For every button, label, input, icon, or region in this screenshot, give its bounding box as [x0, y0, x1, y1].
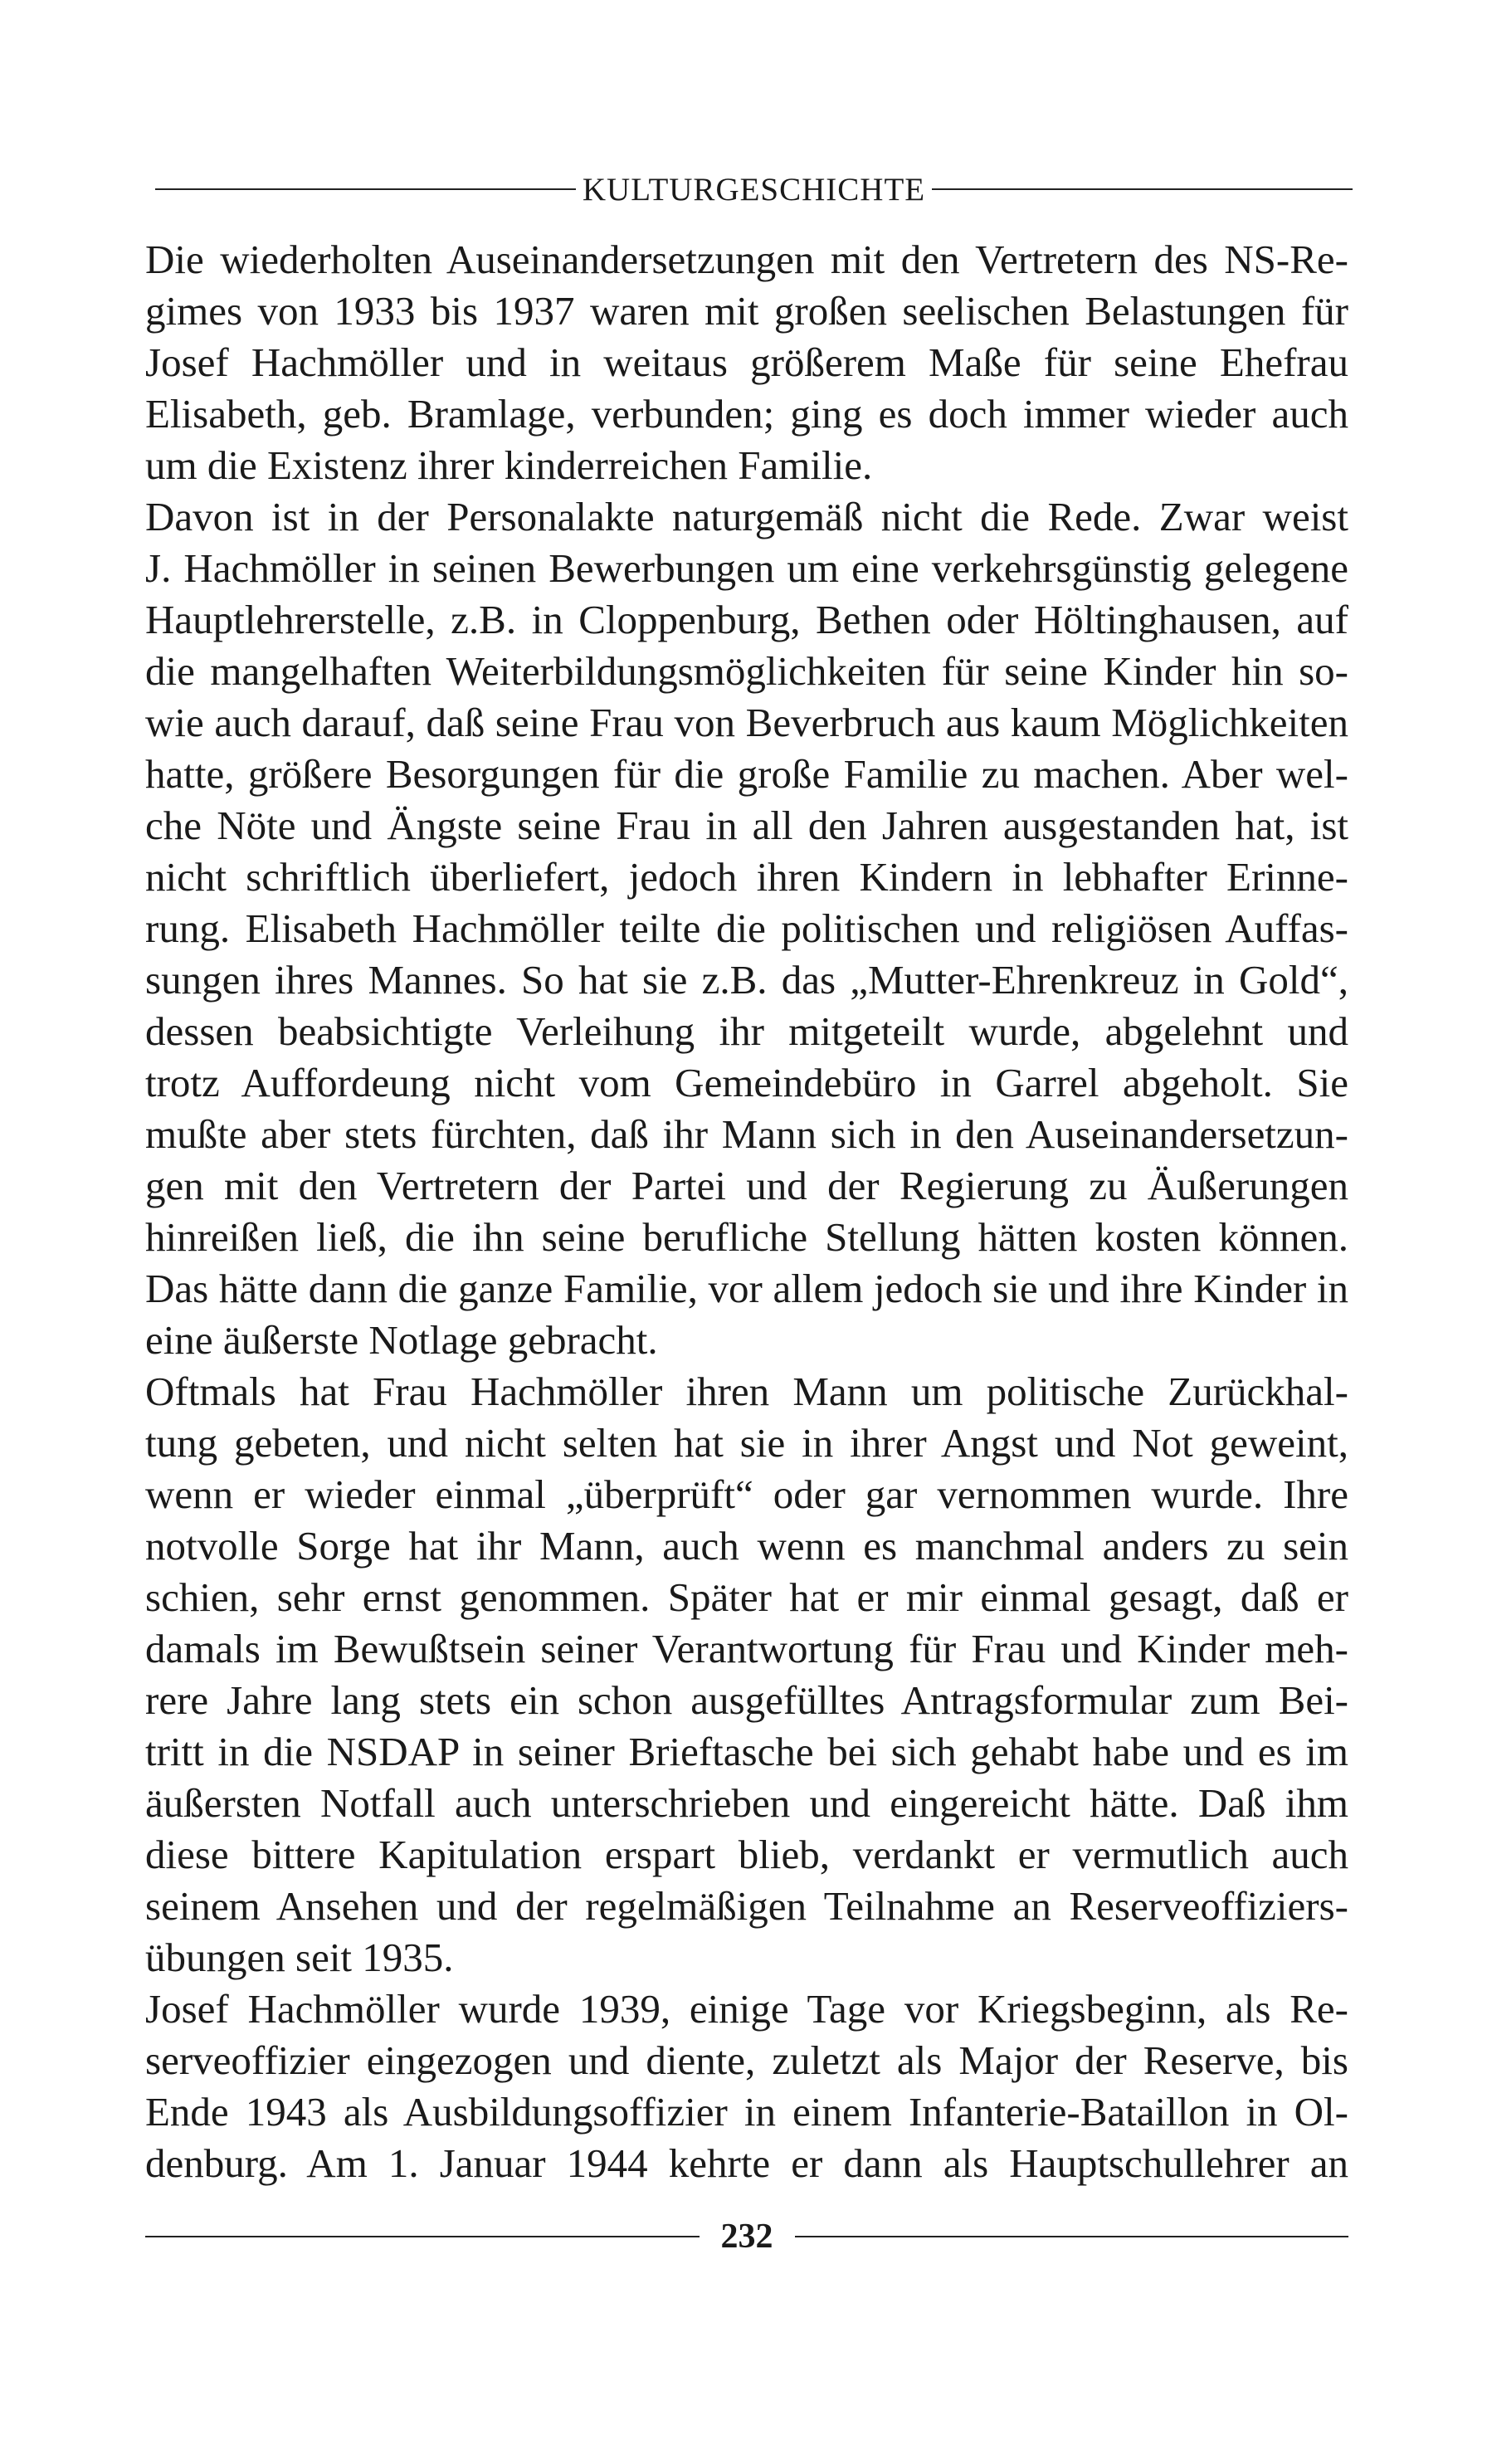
text-line: nicht schriftlich überliefert, jedoch ihren Kindern in lebhafter Erinne- [145, 854, 1348, 900]
text-line: wenn er wieder einmal „überprüft“ oder gar vernommen wurde. Ihre [145, 1471, 1348, 1517]
running-head [155, 168, 1353, 210]
text-line: Die wiederholten Auseinandersetzungen mit den Vertretern des NS-Re- [145, 237, 1348, 282]
text-line: Das hätte dann die ganze Familie, vor allem jedoch sie und ihre Kinder in [145, 1266, 1348, 1311]
text-line: Hauptlehrerstelle, z.B. in Cloppenburg, Bethen oder Höltinghausen, auf [145, 597, 1348, 642]
page-footer [145, 2212, 1348, 2262]
text-line: Davon ist in der Personalakte naturgemäß nicht die Rede. Zwar weist [145, 494, 1348, 539]
page-number: 232 [720, 2218, 773, 2256]
text-line: Josef Hachmöller wurde 1939, einige Tage vor Kriegsbeginn, als Re- [145, 1986, 1348, 2032]
text-line: wie auch darauf, daß seine Frau von Beverbruch aus kaum Möglichkeiten [145, 700, 1348, 745]
text-line: rung. Elisabeth Hachmöller teilte die politischen und religiösen Auffas- [145, 905, 1348, 951]
text-line: gen mit den Vertretern der Partei und der Regierung zu Äußerungen [145, 1163, 1348, 1208]
text-line: sungen ihres Mannes. So hat sie z.B. das „Mutter-Ehrenkreuz in Gold“, [145, 957, 1348, 1003]
text-line: notvolle Sorge hat ihr Mann, auch wenn es manchmal anders zu sein [145, 1523, 1348, 1569]
text-line: trotz Auffordeung nicht vom Gemeindebüro in Garrel abgeholt. Sie [145, 1060, 1348, 1105]
text-line: diese bittere Kapitulation erspart blieb, verdankt er vermutlich auch [145, 1832, 1348, 1877]
text-line: J. Hachmöller in seinen Bewerbungen um eine verkehrsgünstig gelegene [145, 545, 1348, 591]
text-line: damals im Bewußtsein seiner Verantwortung für Frau und Kinder meh- [145, 1626, 1348, 1671]
text-line: schien, sehr ernst genommen. Später hat er mir einmal gesagt, daß er [145, 1574, 1348, 1620]
text-line: Ende 1943 als Ausbildungsoffizier in einem Infanterie-Bataillon in Ol- [145, 2089, 1348, 2135]
text-line: mußte aber stets fürchten, daß ihr Mann sich in den Auseinandersetzun- [145, 1111, 1348, 1157]
text-line: Elisabeth, geb. Bramlage, verbunden; ging es doch immer wieder auch [145, 391, 1348, 437]
running-head-rule-right [932, 188, 1353, 190]
text-line: tritt in die NSDAP in seiner Brieftasche bei sich gehabt habe und es im [145, 1729, 1348, 1774]
text-line: übungen seit 1935. [145, 1935, 454, 1980]
text-line: hatte, größere Besorgungen für die große Familie zu machen. Aber wel- [145, 751, 1348, 797]
text-line: die mangelhaften Weiterbildungsmöglichkeiten für seine Kinder hin so- [145, 648, 1348, 694]
text-line: gimes von 1933 bis 1937 waren mit großen seelischen Belastungen für [145, 288, 1348, 334]
text-line: seinem Ansehen und der regelmäßigen Teilnahme an Reserveoffiziers- [145, 1883, 1348, 1929]
running-head-rule-left [155, 188, 576, 190]
text-line: eine äußerste Notlage gebracht. [145, 1317, 658, 1363]
text-line: äußersten Notfall auch unterschrieben und eingereicht hätte. Daß ihm [145, 1780, 1348, 1826]
body-text [145, 234, 1348, 2189]
running-head-title: KULTURGESCHICHTE [582, 171, 926, 207]
text-line: rere Jahre lang stets ein schon ausgefülltes Antragsformular zum Bei- [145, 1677, 1348, 1723]
text-line: Oftmals hat Frau Hachmöller ihren Mann um politische Zurückhal- [145, 1369, 1348, 1414]
text-line: tung gebeten, und nicht selten hat sie in ihrer Angst und Not geweint, [145, 1420, 1348, 1466]
text-line: Josef Hachmöller und in weitaus größerem Maße für seine Ehefrau [145, 339, 1348, 385]
text-line: che Nöte und Ängste seine Frau in all den Jahren ausgestanden hat, ist [145, 803, 1348, 848]
text-line: hinreißen ließ, die ihn seine berufliche Stellung hätten kosten können. [145, 1214, 1348, 1260]
text-line: denburg. Am 1. Januar 1944 kehrte er dann als Hauptschullehrer an [145, 2140, 1348, 2186]
text-line: um die Existenz ihrer kinderreichen Familie. [145, 442, 873, 488]
text-line: dessen beabsichtigte Verleihung ihr mitgeteilt wurde, abgelehnt und [145, 1008, 1348, 1054]
footer-rule-left [145, 2236, 700, 2237]
footer-rule-right [795, 2236, 1349, 2237]
text-line: serveoffizier eingezogen und diente, zuletzt als Major der Reserve, bis [145, 2037, 1348, 2083]
